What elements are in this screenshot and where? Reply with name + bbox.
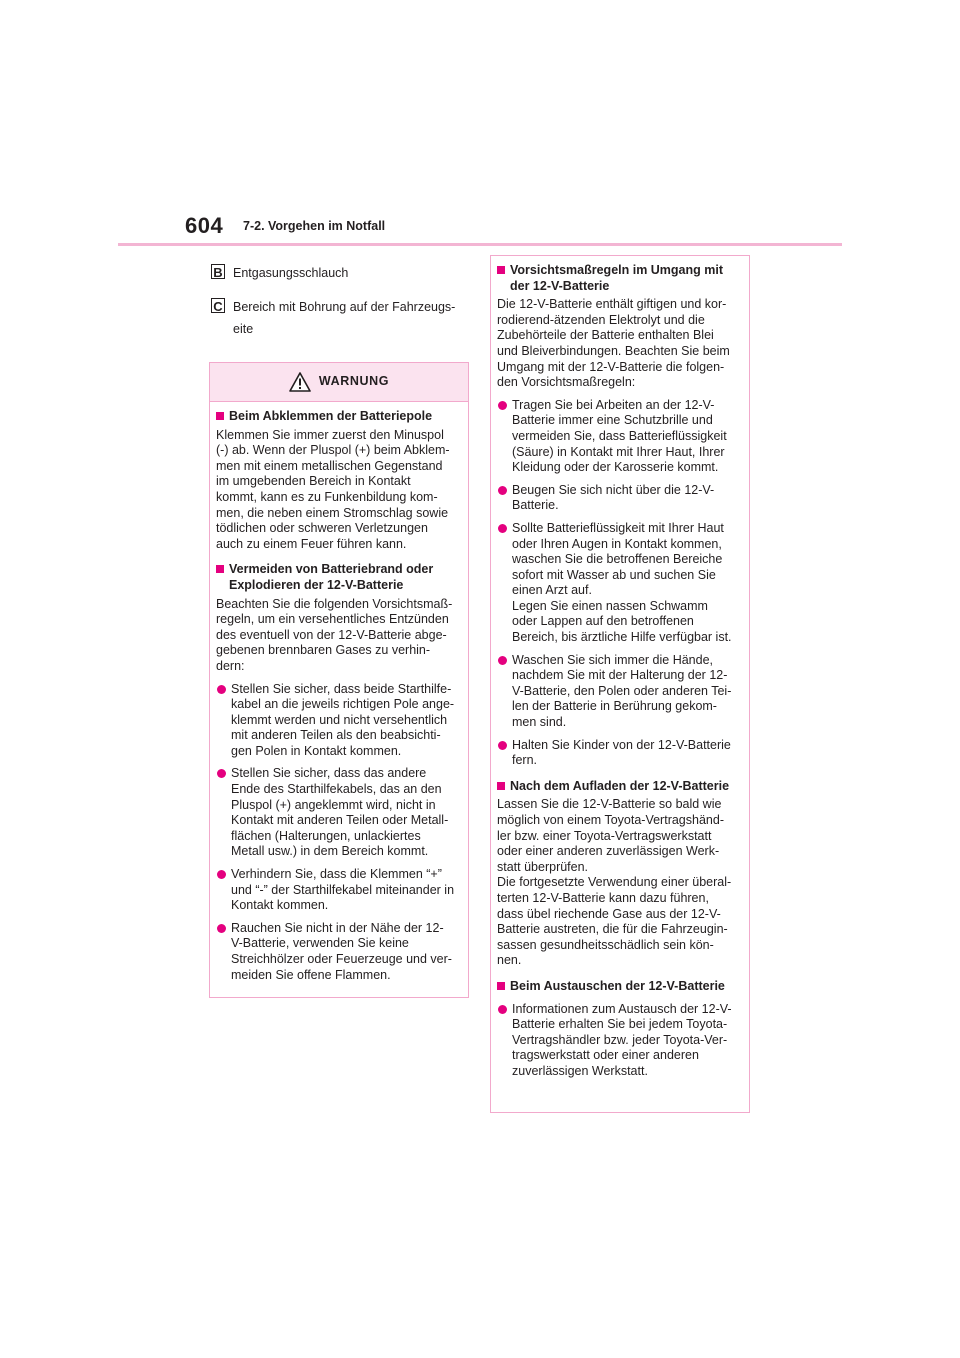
warning-paragraph-1: Klemmen Sie immer zuerst den Minuspol (-) ab. Wenn der Pluspol (+) beim Abklem- men mit einem metallischen Gegenstand im umgebenden Bereich in Kontakt kommt, kann es zu Funkenbildung kom- men, die neben einem Stromschlag sowie tödlichen oder schweren Verletzungen auch zu einem Feuer führen kann. xyxy=(216,427,450,551)
warning-content xyxy=(210,409,468,983)
list-item: Verhindern Sie, dass die Klemmen “+” und “-” der Starthilfekabel miteinander in Kontakt kommen. xyxy=(216,867,462,914)
warning-paragraph-2: Beachten Sie die folgenden Vorsichtsmaß- regeln, um ein versehentliches Entzünden des eventuell von der 12-V-Batterie abge- gebenen brennbaren Gases zu verhin- dern: xyxy=(216,596,453,673)
list-item: Tragen Sie bei Arbeiten an der 12-V- Batterie immer eine Schutzbrille und vermeiden Sie, dass Batterieflüssigkeit (Säure) in Kontakt mit Ihrer Haut, Ihrer Kleidung oder der Karosserie kommt. xyxy=(497,398,743,476)
round-bullet-icon xyxy=(217,870,226,879)
header-rule xyxy=(118,243,842,246)
round-bullet-icon xyxy=(498,741,507,750)
warning-heading-2: Vermeiden von Batteriebrand oder Explodieren der 12-V-Batterie xyxy=(216,562,462,593)
callout-text-c-line2: eite xyxy=(233,322,254,336)
square-bullet-icon xyxy=(497,782,505,790)
precautions-paragraph-2: Lassen Sie die 12-V-Batterie so bald wie möglich von einem Toyota-Vertragshänd- ler bzw. einer Toyota-Vertragswerkstatt oder einer anderen zuverlässigen Werk- statt überprüfen. Die fortgesetzte Verwendung einer überal- terten 12-V-Batterie kann dazu führen, dass übel riechende Gase aus der 12-V- Batterie austreten, die für die Fahrzeugin- sassen gesundheitsschädlich sein kön- nen. xyxy=(497,797,732,968)
square-bullet-icon xyxy=(216,412,224,420)
section-title: 7-2. Vorgehen im Notfall xyxy=(243,219,386,233)
warning-heading-1: Beim Abklemmen der Batteriepole xyxy=(216,409,462,425)
round-bullet-icon xyxy=(498,486,507,495)
square-bullet-icon xyxy=(497,982,505,990)
list-item: Informationen zum Austausch der 12-V- Batterie erhalten Sie bei jedem Toyota- Vertragshändler bzw. jeder Toyota-Ver- tragswerkstatt oder einer anderen zuverlässigen Werkstatt. xyxy=(497,1002,743,1080)
list-item: Sollte Batterieflüssigkeit mit Ihrer Haut oder Ihren Augen in Kontakt kommen, waschen Sie die betroffenen Bereiche sofort mit Wasser ab und suchen Sie einen Arzt auf. Legen Sie einen nassen Schwamm oder Lappen auf den betroffenen Bereich, bis ärztliche Hilfe verfügbar ist. xyxy=(497,521,743,646)
warning-header xyxy=(210,363,468,402)
square-bullet-icon xyxy=(216,565,224,573)
square-bullet-icon xyxy=(497,266,505,274)
list-item: Rauchen Sie nicht in der Nähe der 12- V-Batterie, verwenden Sie keine Streichhölzer oder Feuerzeuge und ver- meiden Sie offene Flammen. xyxy=(216,921,462,983)
list-item: Stellen Sie sicher, dass das andere Ende des Starthilfekabels, das an den Pluspol (+) angeklemmt wird, nicht in Kontakt mit anderen Teilen oder Metall- flächen (Halterungen, unlackiertes Metall usw.) in dem Bereich kommt. xyxy=(216,766,462,860)
callout-letter-c: C xyxy=(211,298,225,313)
warning-box xyxy=(209,362,469,998)
warning-triangle-icon xyxy=(289,372,311,392)
round-bullet-icon xyxy=(498,1005,507,1014)
round-bullet-icon xyxy=(498,401,507,410)
round-bullet-icon xyxy=(217,924,226,933)
round-bullet-icon xyxy=(217,685,226,694)
callout-text-c-line1: Bereich mit Bohrung auf der Fahrzeugs- xyxy=(233,300,456,314)
list-item: Stellen Sie sicher, dass beide Starthilfe- kabel an die jeweils richtigen Pole ange- klemmt werden und nicht versehentlich mit anderen Teilen als den beabsichti- gen Polen in Kontakt kommen. xyxy=(216,682,462,760)
round-bullet-icon xyxy=(217,769,226,778)
callout-text-b: Entgasungsschlauch xyxy=(233,266,349,280)
precautions-box xyxy=(490,255,750,1113)
precautions-heading-1: Vorsichtsmaßregeln im Umgang mit der 12-V-Batterie xyxy=(497,263,743,294)
callout-letter-b: B xyxy=(211,264,225,279)
warning-title: WARNUNG xyxy=(318,374,390,389)
round-bullet-icon xyxy=(498,524,507,533)
list-item: Beugen Sie sich nicht über die 12-V- Batterie. xyxy=(497,483,743,514)
precautions-heading-3: Beim Austauschen der 12-V-Batterie xyxy=(497,979,743,995)
precautions-heading-2: Nach dem Aufladen der 12-V-Batterie xyxy=(497,779,743,795)
round-bullet-icon xyxy=(498,656,507,665)
list-item: Halten Sie Kinder von der 12-V-Batterie fern. xyxy=(497,738,743,769)
list-item: Waschen Sie sich immer die Hände, nachdem Sie mit der Halterung der 12- V-Batterie, den Polen oder anderen Tei- len der Batterie in Berührung gekom- men sind. xyxy=(497,653,743,731)
page-number: 604 xyxy=(185,213,224,238)
precautions-paragraph-1: Die 12-V-Batterie enthält giftigen und kor- rodierend-ätzenden Elektrolyt und die Zubehörteile der Batterie enthalten Blei und Bleiverbindungen. Beachten Sie beim Umgang mit der 12-V-Batterie die folgen- den Vorsichtsmaßregeln: xyxy=(497,297,730,390)
precautions-content xyxy=(491,263,749,1080)
